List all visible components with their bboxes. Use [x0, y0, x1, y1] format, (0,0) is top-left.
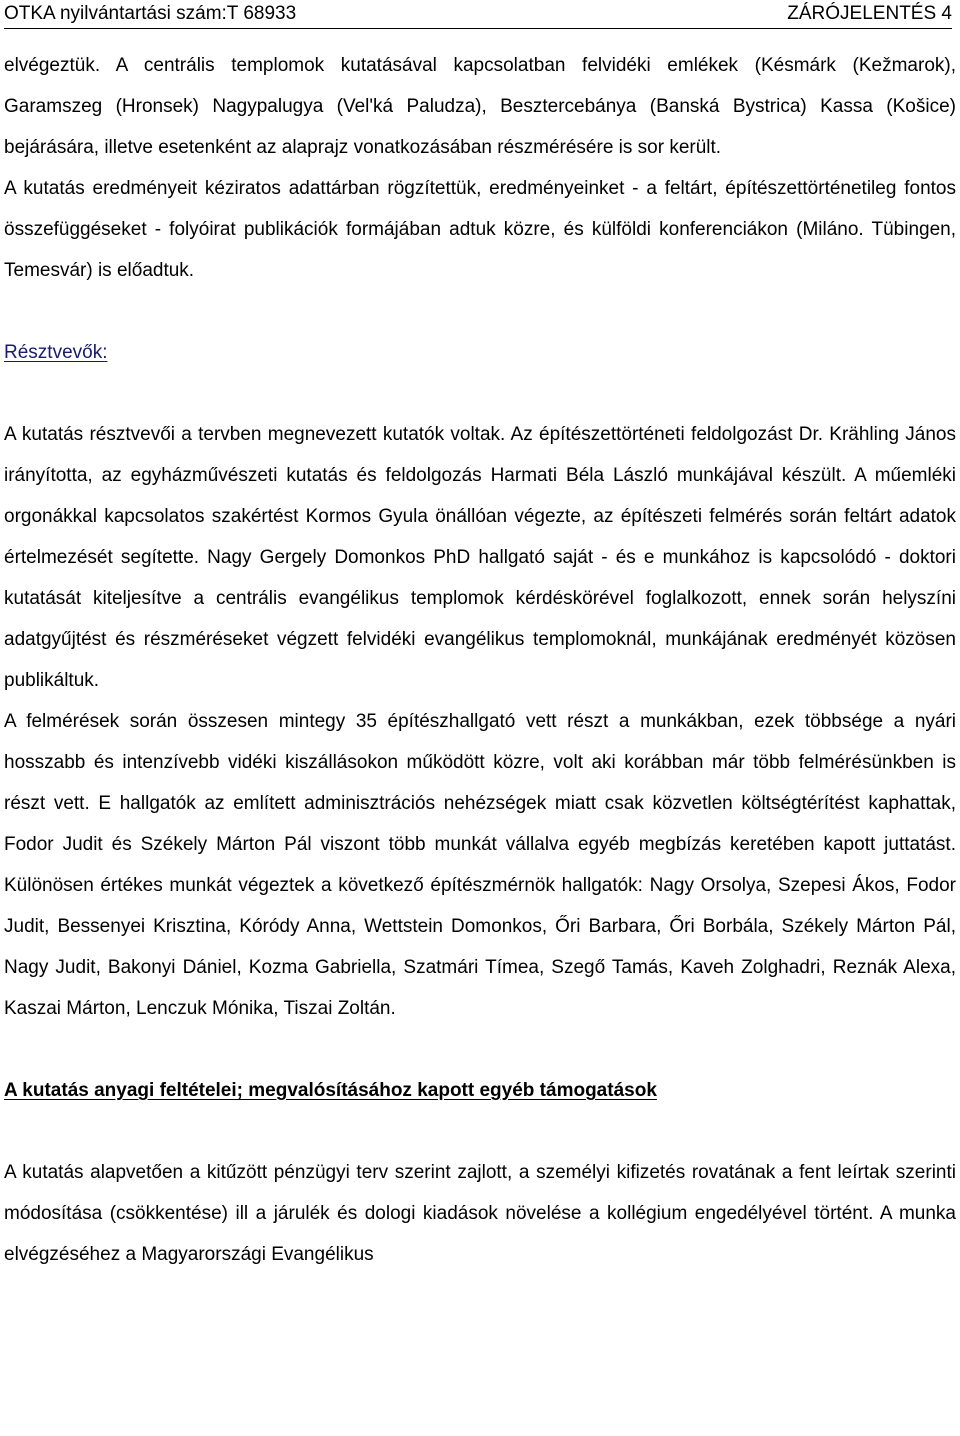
page-header — [4, 2, 952, 26]
header-report-title-page: ZÁRÓJELENTÉS 4 — [787, 3, 952, 24]
spacer — [4, 291, 956, 332]
document-body — [4, 45, 956, 1275]
header-grant-number: OTKA nyilvántartási szám:T 68933 — [4, 3, 297, 24]
spacer — [4, 1111, 956, 1152]
paragraph-funding: A kutatás alapvetően a kitűzött pénzügyi terv szerint zajlott, a személyi kifizetés rovatának a fent leírtak szerinti módosítása (csökkentése) ill a járulék és dologi kiadások növelése a kollégium engedélyével történt. A munka elvégzéséhez a Magyarországi Evangélikus — [4, 1162, 956, 1265]
paragraph-participants: A kutatás résztvevői a tervben megnevezett kutatók voltak. Az építészettörténeti feldolgozást Dr. Krähling János irányította, az egyházművészeti kutatás és feldolgozás Harmati Béla László munkájával készült. A műemléki orgonákkal kapcsolatos szakértést Kormos Gyula önállóan végezte, az építészeti felmérés során feltárt adatok értelmezését segítette. Nagy Gergely Domonkos PhD hallgató saját - és e munkához is kapcsolódó - doktori kutatását kiteljesítve a centrális evangélikus templomok kérdéskörével foglalkozott, ennek során helyszíni adatgyűjtést és részméréseket végzett felvidéki evangélikus templomoknál, munkájának eredményét közösen publikáltuk. — [4, 424, 956, 691]
heading-funding: A kutatás anyagi feltételei; megvalósításához kapott egyéb támogatások — [4, 1080, 657, 1101]
header-divider — [4, 28, 952, 29]
heading-participants: Résztvevők: — [4, 342, 108, 363]
spacer — [4, 373, 956, 414]
paragraph-results: A kutatás eredményeit kéziratos adattárban rögzítettük, eredményeinket - a feltárt, építészettörténetileg fontos összefüggéseket - folyóirat publikációk formájában adtuk közre, és külföldi konferenciákon (Miláno. Tübingen, Temesvár) is előadtuk. — [4, 178, 956, 281]
spacer — [4, 1029, 956, 1070]
paragraph-students: A felmérések során összesen mintegy 35 építészhallgató vett részt a munkákban, ezek többsége a nyári hosszabb és intenzívebb vidéki kiszállásokon működött közre, volt aki korábban már több felmérésünkben is részt vett. E hallgatók az említett adminisztrációs nehézségek miatt csak közvetlen költségtérítést kaphattak, Fodor Judit és Székely Márton Pál viszont több munkát vállalva egyéb megbízás keretében kapott juttatást. Különösen értékes munkát végeztek a következő építészmérnök hallgatók: Nagy Orsolya, Szepesi Ákos, Fodor Judit, Bessenyei Krisztina, Kóródy Anna, Wettstein Domonkos, Őri Barbara, Őri Borbála, Székely Márton Pál, Nagy Judit, Bakonyi Dániel, Kozma Gabriella, Szatmári Tímea, Szegő Tamás, Kaveh Zolghadri, Reznák Alexa, Kaszai Márton, Lenczuk Mónika, Tiszai Zoltán. — [4, 711, 956, 1019]
paragraph-survey-sites: elvégeztük. A centrális templomok kutatásával kapcsolatban felvidéki emlékek (Késmárk (Kežmarok), Garamszeg (Hronsek) Nagypalugya (Vel'ká Paludza), Besztercebánya (Banská Bystrica) Kassa (Košice) bejárására, illetve esetenként az alaprajz vonatkozásában részmérésére is sor került. — [4, 55, 956, 158]
